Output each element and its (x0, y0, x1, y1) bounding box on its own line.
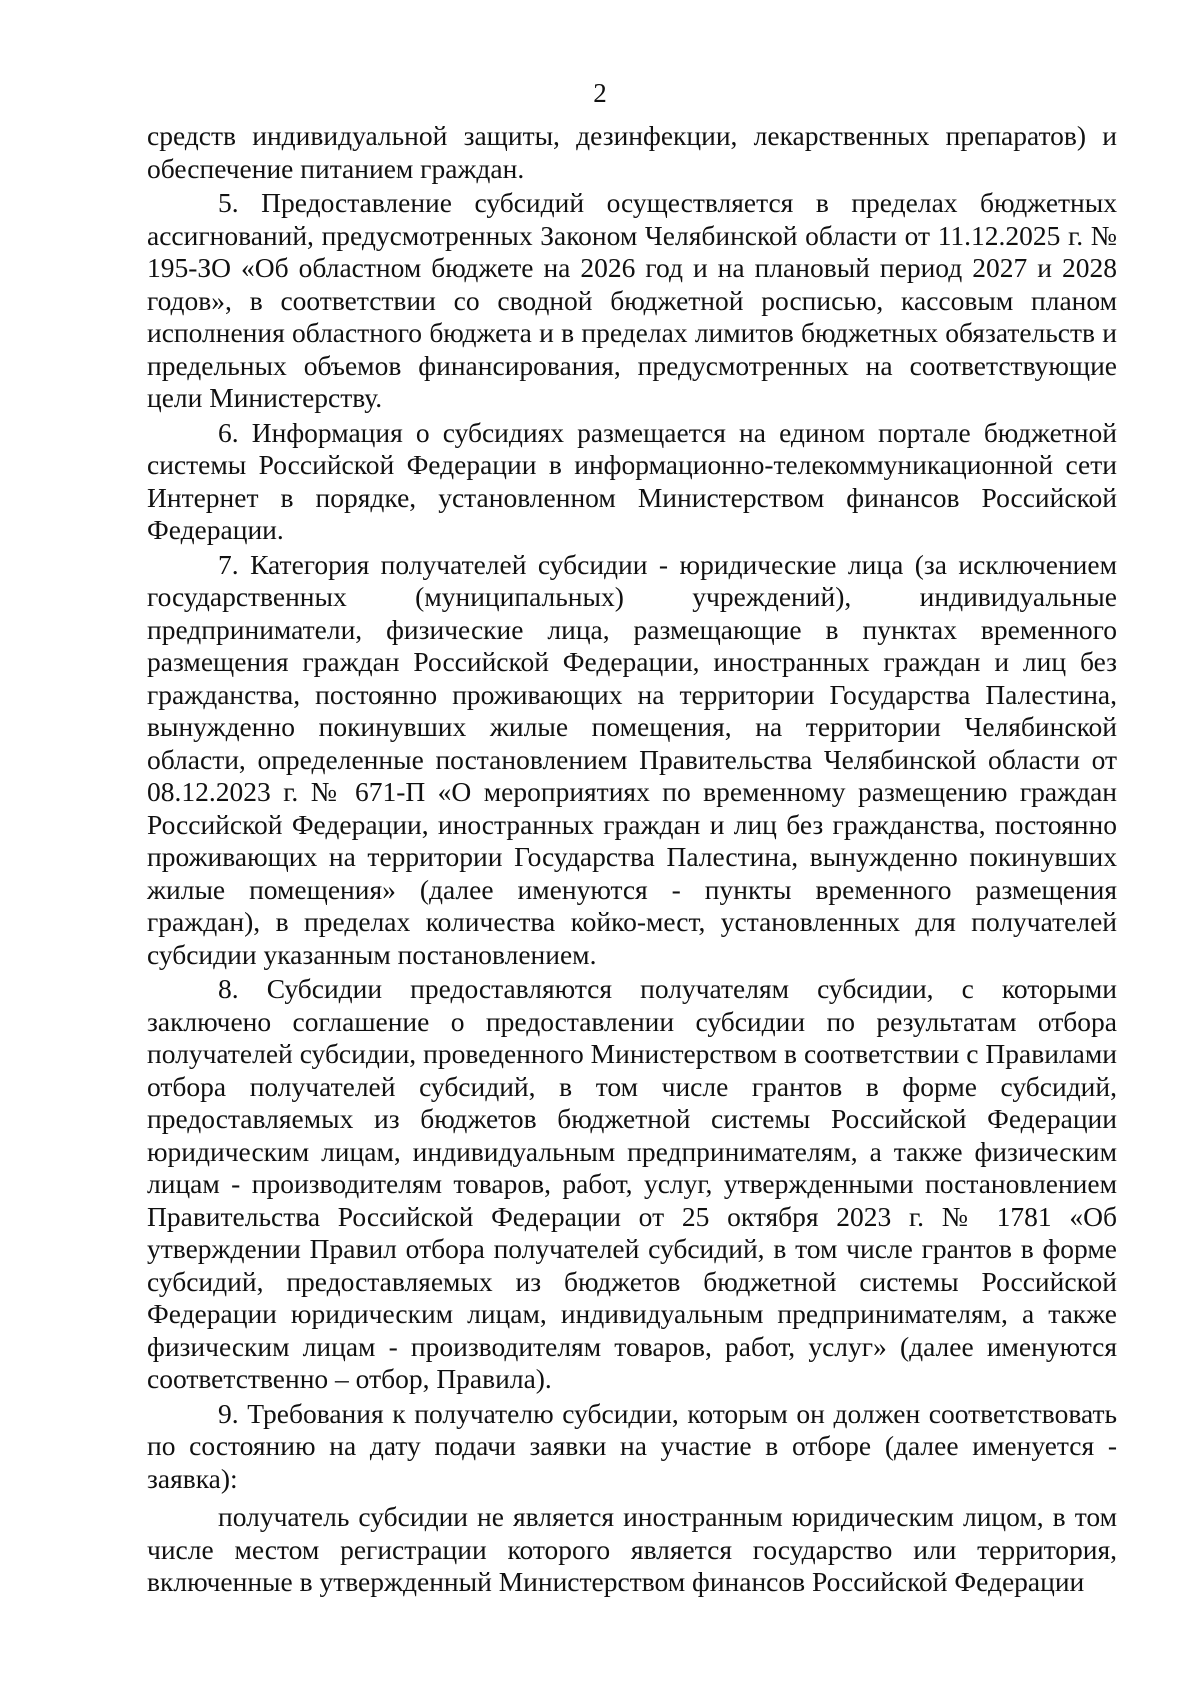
paragraph-7: 7. Категория получателей субсидии - юридические лица (за исключением государственных (муниципальных) учреждений), индивидуальные предприниматели, физические лица, размещающие в пунктах временного размещения граждан Российской Федерации, иностранных граждан и лиц без гражданства, постоянно проживающих на территории Государства Палестина, вынужденно покинувших жилые помещения, на территории Челябинской области, определенные постановлением Правительства Челябинской области от 08.12.2023 г. № 671-П «О мероприятиях по временному размещению граждан Российской Федерации, иностранных граждан и лиц без гражданства, постоянно проживающих на территории Государства Палестина, вынужденно покинувших жилые помещения» (далее именуются - пункты временного размещения граждан), в пределах количества койко-мест, установленных для получателей субсидии указанным постановлением. (147, 548, 1117, 970)
document-body (147, 120, 1117, 1601)
paragraph-9: 9. Требования к получателю субсидии, которым он должен соответствовать по состоянию на дату подачи заявки на участие в отборе (далее именуется - заявка): (147, 1397, 1117, 1494)
paragraph-6: 6. Информация о субсидиях размещается на едином портале бюджетной системы Российской Федерации в информационно-телекоммуникационной сети Интернет в порядке, установленном Министерством финансов Российской Федерации. (147, 416, 1117, 545)
paragraph-9-requirement: получатель субсидии не является иностранным юридическим лицом, в том числе местом регистрации которого является государство или территория, включенные в утвержденный Министерством финансов Российской Федерации (147, 1501, 1117, 1597)
paragraph-continuation: средств индивидуальной защиты, дезинфекции, лекарственных препаратов) и обеспечение питанием граждан. (147, 120, 1117, 184)
page-number: 2 (593, 78, 607, 108)
paragraph-8: 8. Субсидии предоставляются получателям субсидии, с которыми заключено соглашение о предоставлении субсидии по результатам отбора получателей субсидии, проведенного Министерством в соответствии с Правилами отбора получателей субсидий, в том числе грантов в форме субсидий, предоставляемых из бюджетов бюджетной системы Российской Федерации юридическим лицам, индивидуальным предпринимателям, а также физическим лицам - производителям товаров, работ, услуг, утвержденными постановлением Правительства Российской Федерации от 25 октября 2023 г. № 1781 «Об утверждении Правил отбора получателей субсидий, в том числе грантов в форме субсидий, предоставляемых из бюджетов бюджетной системы Российской Федерации юридическим лицам, индивидуальным предпринимателям, а также физическим лицам - производителям товаров, работ, услуг» (далее именуются соответственно – отбор, Правила). (147, 973, 1117, 1394)
paragraph-5: 5. Предоставление субсидий осуществляется в пределах бюджетных ассигнований, предусмотренных Законом Челябинской области от 11.12.2025 г. № 195-ЗО «Об областном бюджете на 2026 год и на плановый период 2027 и 2028 годов», в соответствии со сводной бюджетной росписью, кассовым планом исполнения областного бюджета и в пределах лимитов бюджетных обязательств и предельных объемов финансирования, предусмотренных на соответствующие цели Министерству. (147, 187, 1117, 413)
